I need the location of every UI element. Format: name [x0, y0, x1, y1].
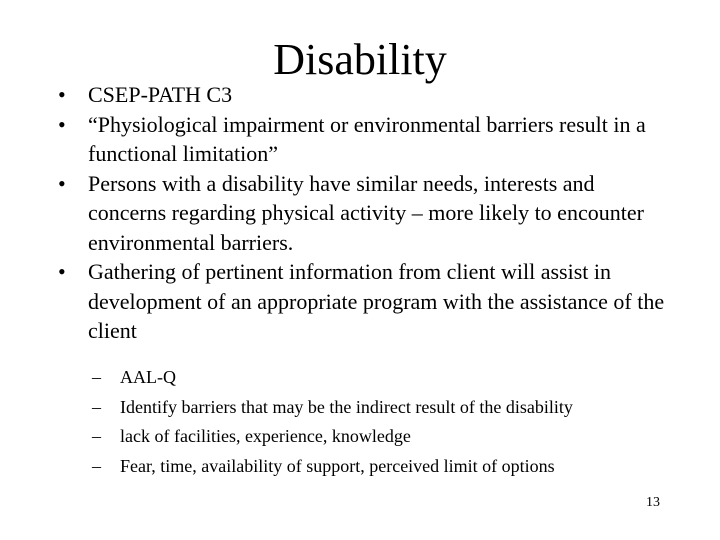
- bullet-marker: •: [58, 82, 66, 107]
- bullet-item: [58, 257, 678, 346]
- bullet-text: “Physiological impairment or environmental barriers result in a functional limitation”: [88, 111, 646, 166]
- bullet-text: CSEP-PATH C3: [88, 82, 233, 107]
- bullet-list: [58, 80, 678, 346]
- page-number: 13: [646, 495, 660, 510]
- bullet-text: Persons with a disability have similar needs, interests and concerns regarding physical activity – more likely to encounter environmental barriers.: [88, 170, 644, 255]
- sub-bullet-text: Identify barriers that may be the indirect result of the disability: [120, 396, 573, 417]
- sub-bullet-marker: –: [92, 455, 101, 476]
- sub-bullet-item: [92, 393, 692, 423]
- bullet-text: Gathering of pertinent information from client will assist in development of an appropriate program with the assistance of the client: [88, 259, 665, 343]
- bullet-item: [58, 110, 678, 169]
- bullet-marker: •: [58, 170, 66, 196]
- sub-bullet-text: AAL-Q: [120, 367, 176, 387]
- sub-bullet-text: lack of facilities, experience, knowledge: [120, 426, 411, 446]
- sub-bullet-text: Fear, time, availability of support, perceived limit of options: [120, 455, 555, 476]
- slide-title: Disability: [273, 35, 447, 84]
- sub-bullet-item: [92, 452, 692, 482]
- sub-bullet-list: [92, 363, 692, 481]
- bullet-marker: •: [58, 111, 66, 137]
- sub-bullet-item: [92, 363, 692, 393]
- bullet-item: [58, 169, 678, 258]
- sub-bullet-marker: –: [92, 396, 101, 417]
- sub-bullet-marker: –: [92, 426, 101, 446]
- bullet-marker: •: [58, 259, 66, 284]
- sub-bullet-marker: –: [92, 367, 101, 387]
- bullet-item: [58, 80, 678, 110]
- sub-bullet-item: [92, 422, 692, 452]
